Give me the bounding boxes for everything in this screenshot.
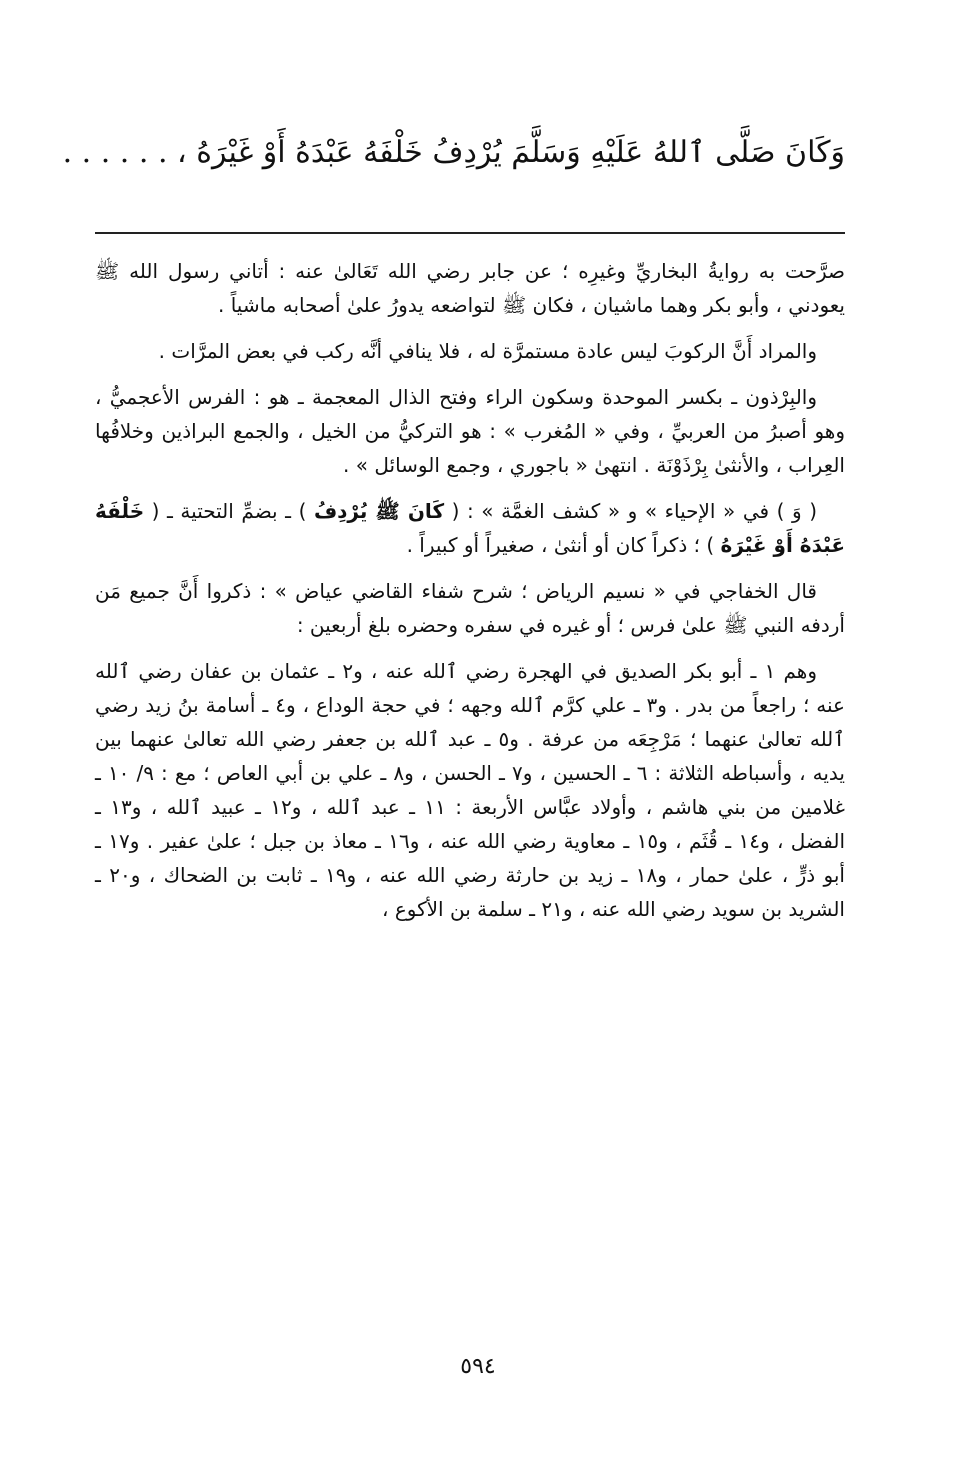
matn-text: وَكَانَ صَلَّى ٱللهُ عَلَيْهِ وَسَلَّمَ يُرْدِفُ خَلْفَهُ عَبْدَهُ أَوْ غَيْرَهُ ، . . . . . . xyxy=(62,135,845,170)
commentary-paragraph-2: والمراد أَنَّ الركوبَ ليس عادة مستمرَّة له ، فلا ينافي أنَّه ركب في بعض المرَّات . xyxy=(158,339,817,363)
commentary-body xyxy=(95,254,845,938)
page-number: ٥٩٤ xyxy=(460,1354,496,1379)
p4-part-e: ) ؛ ذكراً كان أو أنثىٰ ، صغيراً أو كبيراً . xyxy=(406,533,721,557)
matn-line xyxy=(62,128,845,178)
commentary-paragraph-6: وهم ١ ـ أبو بكر الصديق في الهجرة رضي ٱلله عنه ، و٢ ـ عثمان بن عفان رضي ٱلله عنه ؛ راجعاً من بدر . و٣ ـ علي كرَّم ٱلله وجهه ؛ في حجة الوداع ، و٤ ـ أسامة بنُ زيد رضي ٱلله تعالىٰ عنهما ؛ مَرْجِعَه من عرفة . و٥ ـ عبد ٱلله بن جعفر رضي الله تعالىٰ عنهما بين يديه ، وأسباطه الثلاثة : ٦ ـ الحسين ، و٧ ـ الحسن ، و٨ ـ علي بن أبي العاص ؛ مع : ٩/ ١٠ ـ غلامين من بني هاشم ، وأولاد عبَّاس الأربعة : ١١ ـ عبد ٱلله ، و١٢ ـ عبيد ٱلله ، و١٣ ـ الفضل ، و١٤ ـ قُثَم ، و١٥ ـ معاوية رضي الله عنه ، و١٦ ـ معاذ بن جبل ؛ علىٰ عفير . و١٧ ـ أبو ذرٍّ ، علىٰ حمار ، و١٨ ـ زيد بن حارثة رضي الله عنه ، و١٩ ـ ثابت بن الضحاك ، و٢٠ ـ الشريد بن سويد رضي الله عنه ، و٢١ ـ سلمة بن الأكوع ، xyxy=(95,659,846,921)
p4-quote-1: كَانَ ﷺ يُرْدِفُ xyxy=(313,499,445,523)
commentary-paragraph-4 xyxy=(95,494,845,562)
separator-rule xyxy=(95,232,845,234)
p4-quote-2: خَلْفَهُ عَبْدَهُ أَوْ غَيْرَهُ xyxy=(95,499,845,557)
commentary-paragraph-1: صرَّحت به روايةُ البخاريِّ وغيرِه ؛ عن جابر رضي الله تَعَالىٰ عنه : أتاني رسول الله ﷺ يعودني ، وأبو بكر وهما ماشيان ، فكان ﷺ لتواضعه يدورُ علىٰ أصحابه ماشياً . xyxy=(95,259,845,317)
commentary-paragraph-3: والبِرْذون ـ بكسر الموحدة وسكون الراء وفتح الذال المعجمة ـ هو : الفرس الأعجميُّ ، وهو أصبرُ من العربيِّ ، وفي « المُغرب » : هو التركيُّ من الخيل ، والجمع البراذين وخلافُها العِراب ، والأنثىٰ بِرْذَوْنَة . انتهىٰ « باجوري ، وجمع الوسائل » . xyxy=(95,385,845,477)
commentary-paragraph-5: قال الخفاجي في « نسيم الرياض ؛ شرح شفاء القاضي عياض » : ذكروا أَنَّ جميع مَن أردفه النبي ﷺ علىٰ فرس ؛ أو غيره في سفره وحضره بلغ أربعين : xyxy=(95,579,845,637)
p4-part-c: ) ـ بضمِّ التحتية ـ ( xyxy=(144,499,314,523)
p4-part-a: ( وَ ) في « الإحياء » و « كشف الغمَّة » : ( xyxy=(444,499,817,523)
